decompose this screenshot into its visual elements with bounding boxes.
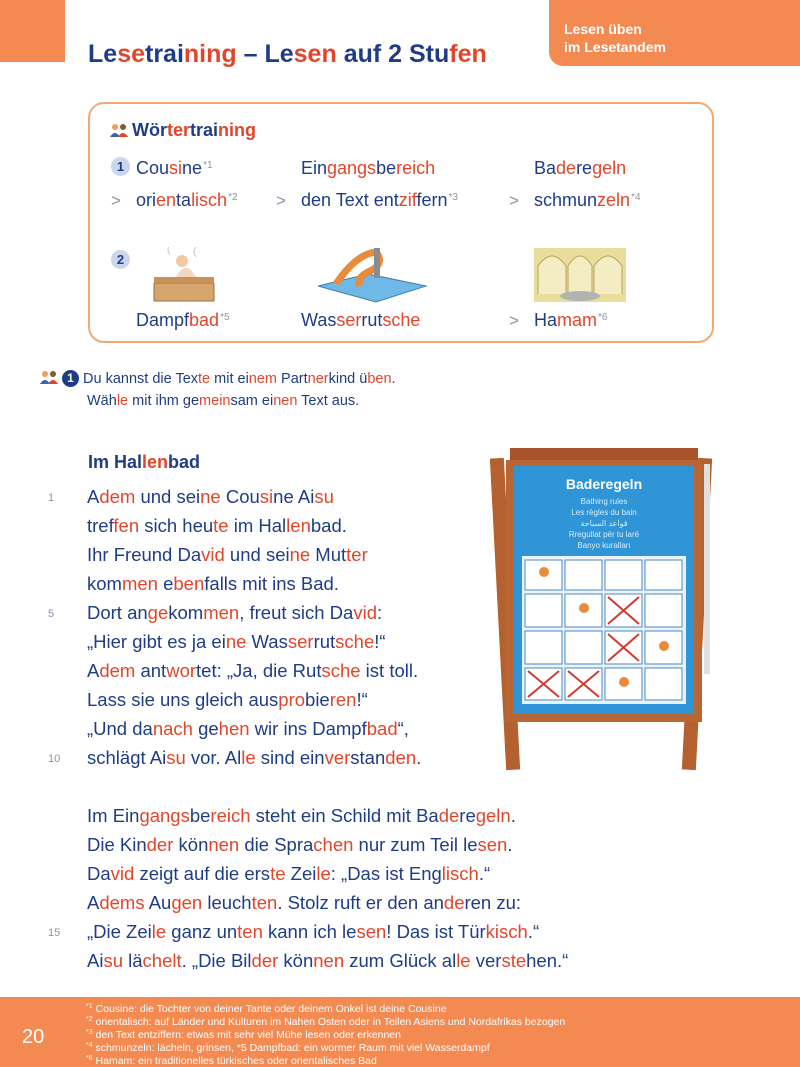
highlighted-syllable: ser: [336, 310, 362, 330]
word-entziffern: [301, 190, 458, 211]
chevron-right-icon: >: [276, 191, 286, 210]
syllable: Wör: [132, 120, 167, 140]
highlighted-syllable: vid: [110, 863, 135, 884]
highlighted-syllable: dem: [99, 486, 136, 507]
syllable: und sei: [224, 544, 290, 565]
syllable: !“: [356, 689, 368, 710]
instruction-step: 1: [62, 370, 79, 387]
footnote-text: schmunzeln: lächeln, grinsen, *5 Dampfbad: ein wormer Raum mit viel Wasserdampf: [92, 1042, 490, 1054]
syllable: hen.“: [526, 950, 569, 971]
page-title: [88, 40, 487, 69]
left-color-bar: [0, 0, 65, 62]
syllable: ! Das ist Tür: [386, 921, 486, 942]
highlighted-syllable: ne: [289, 544, 311, 565]
highlighted-syllable: geln: [475, 805, 511, 826]
highlighted-syllable: si: [169, 158, 183, 178]
syllable: „Und da: [87, 718, 153, 739]
story-line: [87, 718, 409, 740]
highlighted-syllable: ste: [501, 950, 527, 971]
footnote: [86, 1053, 377, 1067]
footnote-number: *6: [86, 1055, 93, 1062]
highlighted-syllable: wor: [166, 660, 197, 681]
story-line: [87, 747, 421, 769]
footnote-number: *3: [86, 1029, 93, 1036]
highlighted-syllable: der: [251, 950, 279, 971]
syllable: ge: [192, 718, 219, 739]
syllable: Text aus.: [297, 393, 360, 409]
section-tab: [549, 0, 800, 66]
line-number: 15: [48, 927, 61, 939]
highlighted-syllable: bad: [189, 310, 220, 330]
highlighted-syllable: dem: [99, 660, 136, 681]
syllable: A: [87, 660, 100, 681]
baderegeln-sign-illustration: [484, 446, 734, 772]
syllable: und sei: [135, 486, 201, 507]
footnote: [86, 1014, 565, 1028]
footnote-marker: *5: [220, 312, 230, 323]
syllable: stan: [350, 747, 386, 768]
story-line: [87, 486, 334, 508]
chevron-right-icon: >: [509, 191, 519, 210]
sauna-icon: [152, 247, 216, 303]
highlighted-syllable: ser: [287, 631, 314, 652]
highlighted-syllable: ter: [346, 544, 368, 565]
syllable: be: [376, 158, 397, 178]
syllable: ant: [135, 660, 167, 681]
partner-icon: [40, 370, 58, 384]
syllable: nur zum Teil le: [353, 834, 478, 855]
row-number-1: 1: [111, 157, 130, 176]
highlighted-syllable: le: [456, 950, 471, 971]
syllable: .: [507, 834, 513, 855]
syllable: .“: [478, 863, 491, 884]
highlighted-syllable: lisch: [441, 863, 479, 884]
syllable: Dort an: [87, 602, 148, 623]
highlighted-syllable: te: [213, 515, 229, 536]
highlighted-syllable: reich: [396, 158, 436, 178]
highlighted-syllable: sche: [382, 310, 421, 330]
syllable: tet: „Ja, die Rut: [196, 660, 322, 681]
syllable: Du kannst die Tex: [83, 371, 199, 387]
highlighted-syllable: gen: [171, 892, 203, 913]
story-line: [87, 805, 516, 827]
syllable: Die Kin: [87, 834, 147, 855]
highlighted-syllable: ner: [307, 371, 329, 387]
word-training-heading: [110, 120, 256, 141]
syllable: – Le: [236, 40, 294, 68]
syllable: “,: [397, 718, 409, 739]
footnote-marker: *1: [203, 160, 213, 171]
syllable: mit ei: [210, 371, 249, 387]
highlighted-syllable: sen: [293, 40, 337, 68]
highlighted-syllable: sen: [356, 921, 387, 942]
tab-line-2: im Lesetandem: [564, 39, 666, 55]
story-line: [87, 573, 339, 595]
highlighted-syllable: si: [259, 486, 274, 507]
highlighted-syllable: sche: [335, 631, 375, 652]
highlighted-syllable: ge: [147, 602, 169, 623]
highlighted-syllable: nen: [208, 834, 240, 855]
story-line: [87, 892, 521, 914]
highlighted-syllable: ne: [225, 631, 247, 652]
sign-title: Baderegeln: [565, 476, 643, 492]
story-line: [87, 515, 347, 537]
highlighted-syllable: su: [314, 486, 334, 507]
highlighted-syllable: ver: [324, 747, 351, 768]
syllable: bad: [168, 452, 201, 472]
footnote-number: *1: [86, 1003, 93, 1010]
highlighted-syllable: den: [385, 747, 417, 768]
story-line: [87, 950, 568, 972]
highlighted-syllable: le: [151, 921, 167, 942]
tab-line-1: Lesen üben: [564, 21, 642, 37]
highlighted-syllable: sche: [321, 660, 361, 681]
syllable: .: [416, 747, 422, 768]
syllable: Ha: [534, 310, 558, 330]
syllable: falls mit ins Bad.: [204, 573, 339, 594]
syllable: trai: [145, 40, 184, 68]
syllable: Zei: [285, 863, 317, 884]
sign-lang-3: قواعد السباحة: [580, 519, 628, 528]
syllable: . Stolz ruft er den an: [277, 892, 444, 913]
syllable: Le: [88, 40, 118, 68]
highlighted-syllable: te: [270, 863, 286, 884]
waterslide-icon: [316, 244, 428, 304]
story-line: [87, 631, 386, 653]
line-number: 5: [48, 608, 55, 620]
highlighted-syllable: le: [116, 393, 129, 409]
word-schmunzeln: [534, 190, 641, 211]
footnote-text: den Text entziffern: etwas mit sehr viel Mühe lesen oder erkennen: [92, 1029, 401, 1041]
syllable: kom: [168, 602, 204, 623]
footnote-text: Cousine: die Tochter von deiner Tante oder deinem Onkel ist deine Cousine: [92, 1003, 447, 1015]
highlighted-syllable: fen: [449, 40, 487, 68]
syllable: leuch: [202, 892, 252, 913]
word-dampfbad: [136, 310, 230, 331]
syllable: sam ei: [230, 393, 274, 409]
highlighted-syllable: ter: [167, 120, 191, 140]
syllable: !“: [374, 631, 386, 652]
word-wasserrutsche: [301, 310, 420, 331]
syllable: mit ihm ge: [128, 393, 200, 409]
syllable: Im Hal: [88, 452, 143, 472]
highlighted-syllable: kisch: [485, 921, 528, 942]
syllable: lä: [123, 950, 143, 971]
story-line: [87, 863, 490, 885]
syllable: fern: [416, 190, 448, 210]
syllable: rut: [361, 310, 383, 330]
syllable: steht ein Schild mit Ba: [250, 805, 439, 826]
footnote-marker: *2: [228, 192, 238, 203]
syllable: .: [510, 805, 516, 826]
syllable: ver: [470, 950, 502, 971]
syllable: schlägt Ai: [87, 747, 167, 768]
syllable: „Hier gibt es ja ei: [87, 631, 226, 652]
syllable: die Spra: [239, 834, 314, 855]
highlighted-syllable: ren: [329, 689, 357, 710]
syllable: Dampf: [136, 310, 190, 330]
partner-icon: [110, 123, 128, 137]
highlighted-syllable: vid: [201, 544, 225, 565]
syllable: Mut: [310, 544, 347, 565]
highlighted-syllable: le: [316, 863, 331, 884]
story-line: [87, 834, 512, 856]
syllable: .: [391, 371, 396, 387]
highlighted-syllable: de: [443, 892, 465, 913]
highlighted-syllable: sen: [477, 834, 508, 855]
highlighted-syllable: mam: [557, 310, 598, 330]
syllable: im Hal: [228, 515, 287, 536]
highlighted-syllable: der: [146, 834, 174, 855]
syllable: Wäh: [87, 393, 117, 409]
syllable: „Die Zei: [87, 921, 152, 942]
syllable: Au: [144, 892, 172, 913]
syllable: kind ü: [328, 371, 368, 387]
instruction-line-1: [83, 371, 396, 387]
syllable: kom: [87, 573, 122, 594]
highlighted-syllable: ben: [367, 371, 392, 387]
highlighted-syllable: de: [556, 158, 577, 178]
footnote: [86, 1040, 490, 1054]
highlighted-syllable: su: [103, 950, 123, 971]
footnote-text: Hamam: ein traditionelles türkisches oder orientalisches Bad: [92, 1055, 377, 1067]
syllable: sind ein: [255, 747, 325, 768]
word-eingangsbereich: [301, 158, 435, 179]
line-number: 10: [48, 753, 61, 765]
highlighted-syllable: reich: [210, 805, 251, 826]
syllable: Part: [277, 371, 308, 387]
syllable: Da: [87, 863, 111, 884]
syllable: Ein: [301, 158, 328, 178]
footnote-text: orientalisch: auf Länder und Kulturen im Nahen Osten oder in Teilen Asiens und Nordafrikas bezogen: [92, 1016, 566, 1028]
syllable: A: [87, 486, 100, 507]
highlighted-syllable: ten: [237, 921, 263, 942]
highlighted-syllable: ne: [200, 486, 221, 507]
highlighted-syllable: ning: [218, 120, 257, 140]
line-number: 1: [48, 492, 55, 504]
highlighted-syllable: vid: [353, 602, 377, 623]
syllable: trai: [190, 120, 219, 140]
word-training-box: [88, 102, 714, 343]
highlighted-syllable: nach: [152, 718, 193, 739]
highlighted-syllable: bad: [366, 718, 398, 739]
syllable: , freut sich Da: [239, 602, 354, 623]
syllable: Ba: [534, 158, 557, 178]
syllable: tref: [87, 515, 114, 536]
syllable: Ai: [87, 950, 104, 971]
sign-lang-2: Les règles du bain: [571, 508, 637, 517]
highlighted-syllable: le: [241, 747, 256, 768]
syllable: Was: [246, 631, 288, 652]
syllable: Cou: [220, 486, 260, 507]
footnote-number: *4: [86, 1042, 93, 1049]
highlighted-syllable: fen: [113, 515, 140, 536]
highlighted-syllable: men: [121, 573, 158, 594]
footnote: [86, 1001, 447, 1015]
highlighted-syllable: gangs: [139, 805, 190, 826]
highlighted-syllable: zif: [398, 190, 417, 210]
highlighted-syllable: se: [117, 40, 145, 68]
syllable: ren zu:: [464, 892, 522, 913]
sign-lang-1: Bathing rules: [580, 497, 628, 506]
highlighted-syllable: de: [438, 805, 460, 826]
syllable: vor. Al: [185, 747, 242, 768]
syllable: bie: [305, 689, 330, 710]
highlighted-syllable: men: [203, 602, 240, 623]
chevron-right-icon: >: [111, 191, 121, 210]
syllable: Ihr Freund Da: [87, 544, 202, 565]
syllable: A: [87, 892, 100, 913]
highlighted-syllable: en: [156, 190, 177, 210]
sign-lang-4: Rregullat për tu larë: [568, 530, 640, 539]
syllable: rut: [313, 631, 336, 652]
highlighted-syllable: chelt: [142, 950, 182, 971]
story-line: [87, 544, 368, 566]
highlighted-syllable: chen: [313, 834, 354, 855]
page-number: 20: [22, 1026, 45, 1048]
instruction-line-2: [40, 390, 396, 412]
syllable: kön: [278, 950, 314, 971]
syllable: .“: [527, 921, 540, 942]
word-orientalisch: [136, 190, 238, 211]
highlighted-syllable: su: [166, 747, 186, 768]
highlighted-syllable: dems: [99, 892, 145, 913]
highlighted-syllable: ning: [183, 40, 237, 68]
syllable: den Text ent: [301, 190, 399, 210]
highlighted-syllable: hen: [218, 718, 250, 739]
word-baderegeln: [534, 158, 626, 179]
syllable: ne: [182, 158, 203, 178]
syllable: re: [576, 158, 593, 178]
syllable: auf 2 Stu: [336, 40, 450, 68]
footnote: [86, 1027, 401, 1041]
word-hamam: [534, 310, 607, 331]
highlighted-syllable: nen: [313, 950, 345, 971]
highlighted-syllable: geln: [592, 158, 627, 178]
syllable: Cou: [136, 158, 170, 178]
hamam-icon: [532, 242, 628, 304]
syllable: : „Das ist Eng: [330, 863, 442, 884]
syllable: Was: [301, 310, 337, 330]
highlighted-syllable: zeln: [597, 190, 631, 210]
story-line: [87, 689, 368, 711]
syllable: ist toll.: [360, 660, 419, 681]
footnote-marker: *3: [448, 192, 458, 203]
sign-lang-5: Banyo kuralları: [577, 541, 631, 550]
highlighted-syllable: gangs: [327, 158, 377, 178]
syllable: zum Glück al: [344, 950, 457, 971]
story-line: [87, 921, 539, 943]
story-line: [87, 602, 382, 624]
highlighted-syllable: ben: [173, 573, 205, 594]
syllable: schmun: [534, 190, 598, 210]
instruction: [40, 368, 396, 412]
syllable: :: [377, 602, 383, 623]
syllable: wir ins Dampf: [249, 718, 367, 739]
syllable: bad.: [310, 515, 347, 536]
footnote-marker: *6: [598, 312, 608, 323]
syllable: ta: [176, 190, 192, 210]
highlighted-syllable: nen: [273, 393, 298, 409]
highlighted-syllable: pro: [278, 689, 306, 710]
syllable: sich heu: [139, 515, 214, 536]
highlighted-syllable: ten: [251, 892, 278, 913]
syllable: ne Ai: [273, 486, 315, 507]
chevron-right-icon: >: [509, 311, 519, 330]
footnote-marker: *4: [631, 192, 641, 203]
word-cousine: [136, 158, 213, 179]
highlighted-syllable: nem: [248, 371, 278, 387]
syllable: Lass sie uns gleich aus: [87, 689, 279, 710]
footnote-number: *2: [86, 1016, 93, 1023]
highlighted-syllable: len: [286, 515, 311, 536]
syllable: Im Ein: [87, 805, 140, 826]
word-training-title: [132, 120, 256, 140]
highlighted-syllable: len: [142, 452, 169, 472]
syllable: ori: [136, 190, 157, 210]
syllable: . „Die Bil: [181, 950, 252, 971]
row-number-2: 2: [111, 250, 130, 269]
highlighted-syllable: te: [198, 371, 211, 387]
syllable: ganz un: [166, 921, 238, 942]
story-title: [88, 452, 200, 473]
story-line: [87, 660, 418, 682]
syllable: e: [157, 573, 174, 594]
syllable: re: [459, 805, 476, 826]
syllable: kann ich le: [262, 921, 357, 942]
highlighted-syllable: lisch: [191, 190, 228, 210]
syllable: be: [189, 805, 211, 826]
syllable: zeigt auf die ers: [134, 863, 271, 884]
syllable: kön: [173, 834, 209, 855]
highlighted-syllable: mein: [199, 393, 231, 409]
